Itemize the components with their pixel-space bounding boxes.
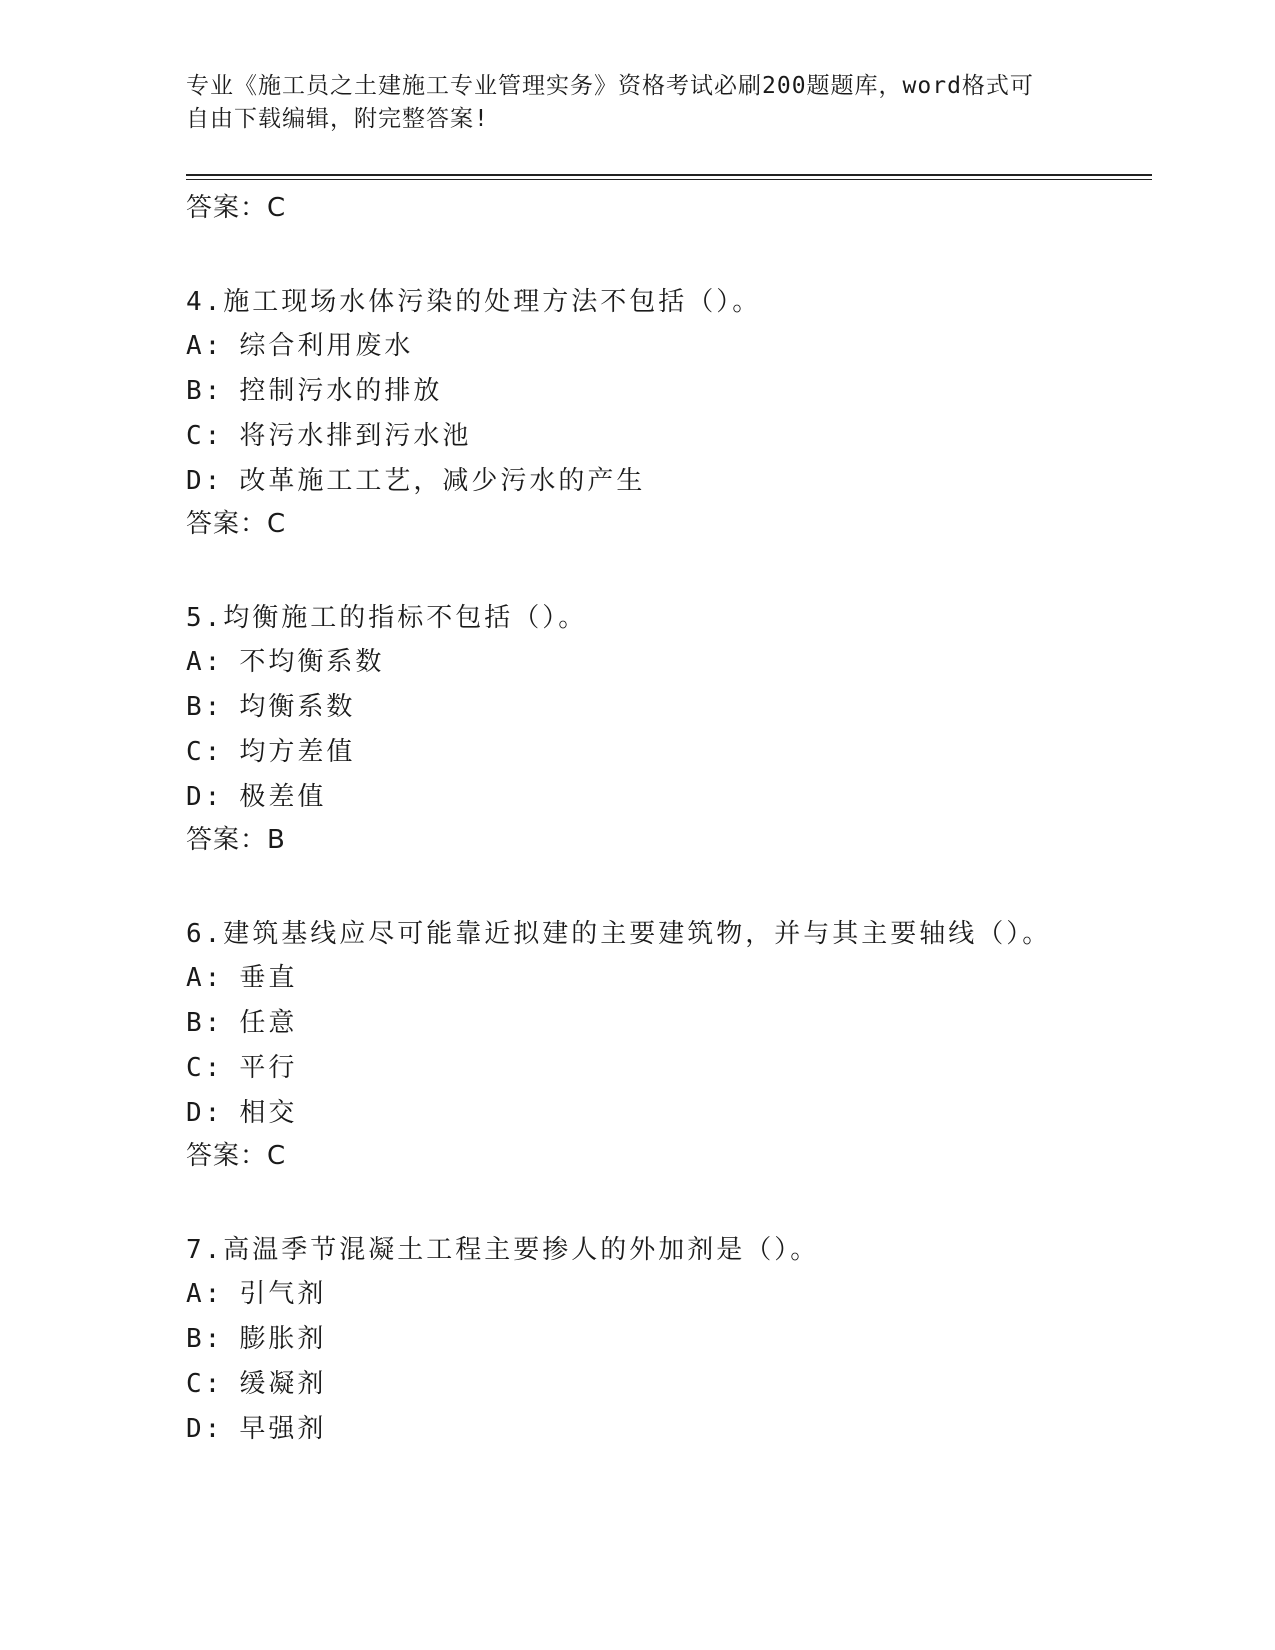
- option-label: D:: [186, 782, 224, 812]
- option-text: 膨胀剂: [239, 1324, 327, 1354]
- option-text: 均方差值: [239, 737, 356, 767]
- option-label: A:: [186, 647, 224, 677]
- option-text: 极差值: [239, 782, 327, 812]
- option-d: [186, 779, 1152, 815]
- option-label: D:: [186, 466, 224, 496]
- option-text: 均衡系数: [239, 692, 356, 722]
- option-label: C:: [186, 1053, 224, 1083]
- question-7: [186, 1232, 1152, 1447]
- document-page: [186, 70, 1152, 1456]
- option-label: B:: [186, 692, 224, 722]
- option-d: [186, 463, 1152, 499]
- option-c: [186, 1050, 1152, 1086]
- option-text: 综合利用废水: [239, 331, 414, 361]
- option-label: A:: [186, 1279, 224, 1309]
- option-text: 相交: [239, 1098, 298, 1128]
- question-4: [186, 284, 1152, 542]
- header-line-1: 专业《施工员之土建施工专业管理实务》资格考试必刷200题题库，word格式可: [186, 73, 1034, 99]
- option-a: [186, 328, 1152, 364]
- option-text: 改革施工工艺，减少污水的产生: [239, 466, 646, 496]
- header-divider: [186, 174, 1152, 180]
- option-label: B:: [186, 376, 224, 406]
- option-c: [186, 418, 1152, 454]
- option-label: C:: [186, 737, 224, 767]
- option-text: 早强剂: [239, 1414, 327, 1444]
- option-a: [186, 1276, 1152, 1312]
- previous-question-answer: 答案：C: [186, 193, 287, 223]
- option-label: A:: [186, 331, 224, 361]
- question-text: 5.均衡施工的指标不包括（）。: [186, 603, 588, 633]
- option-a: [186, 960, 1152, 996]
- question-text: 7.高温季节混凝土工程主要掺人的外加剂是（）。: [186, 1235, 820, 1265]
- option-c: [186, 734, 1152, 770]
- question-5: [186, 600, 1152, 858]
- option-b: [186, 373, 1152, 409]
- option-d: [186, 1095, 1152, 1131]
- header-line-2: 自由下载编辑，附完整答案!: [186, 106, 489, 132]
- question-answer: 答案：B: [186, 825, 286, 855]
- option-text: 将污水排到污水池: [239, 421, 472, 451]
- option-label: D:: [186, 1414, 224, 1444]
- option-label: D:: [186, 1098, 224, 1128]
- option-text: 垂直: [239, 963, 298, 993]
- option-text: 任意: [239, 1008, 298, 1038]
- question-answer: 答案：C: [186, 509, 287, 539]
- option-b: [186, 1005, 1152, 1041]
- option-label: B:: [186, 1324, 224, 1354]
- option-label: B:: [186, 1008, 224, 1038]
- option-text: 控制污水的排放: [239, 376, 443, 406]
- option-d: [186, 1411, 1152, 1447]
- option-a: [186, 644, 1152, 680]
- option-label: A:: [186, 963, 224, 993]
- option-b: [186, 1321, 1152, 1357]
- question-text: 4.施工现场水体污染的处理方法不包括（）。: [186, 287, 762, 317]
- option-text: 平行: [239, 1053, 298, 1083]
- option-b: [186, 689, 1152, 725]
- question-6: [186, 916, 1152, 1174]
- question-answer: 答案：C: [186, 1141, 287, 1171]
- option-text: 缓凝剂: [239, 1369, 327, 1399]
- option-label: C:: [186, 421, 224, 451]
- option-text: 引气剂: [239, 1279, 327, 1309]
- option-c: [186, 1366, 1152, 1402]
- document-header: [186, 70, 1066, 136]
- question-text: 6.建筑基线应尽可能靠近拟建的主要建筑物，并与其主要轴线（）。: [186, 919, 1052, 949]
- option-text: 不均衡系数: [239, 647, 385, 677]
- option-label: C:: [186, 1369, 224, 1399]
